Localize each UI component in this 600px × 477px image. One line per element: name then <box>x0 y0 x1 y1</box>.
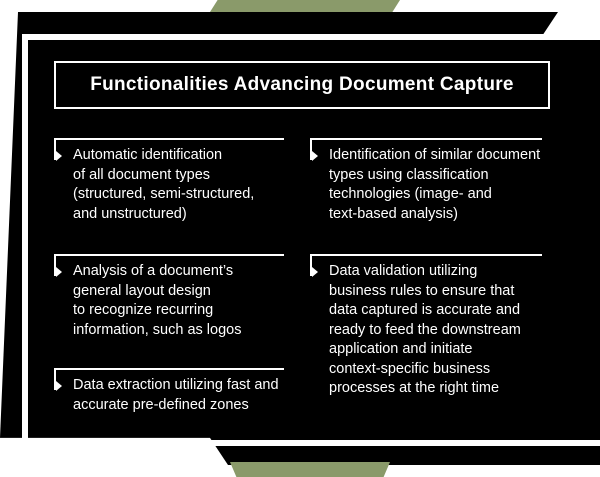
feature-item <box>56 376 306 415</box>
feature-text: Analysis of a document’s general layout design to recognize recurring information, such as logos <box>73 263 242 338</box>
content-panel <box>34 46 600 434</box>
accent-stripe-bottom <box>230 462 390 477</box>
feature-item <box>312 146 582 224</box>
feature-text: Identification of similar document types using classification technologies (image- and text-based analysis) <box>329 147 541 222</box>
feature-text: Data extraction utilizing fast and accurate pre-defined zones <box>73 377 279 413</box>
accent-stripe-top <box>210 0 400 12</box>
feature-text: Automatic identification of all document types (structured, semi-structured, and unstructured) <box>73 147 255 222</box>
feature-text: Data validation utilizing business rules to ensure that data captured is accurate and ready to feed the downstream application and initiate context-specific business processes at the right time <box>329 263 521 396</box>
page-title: Functionalities Advancing Document Capture <box>54 61 550 109</box>
feature-item <box>56 146 296 224</box>
feature-item <box>312 262 582 399</box>
feature-item <box>56 262 296 340</box>
